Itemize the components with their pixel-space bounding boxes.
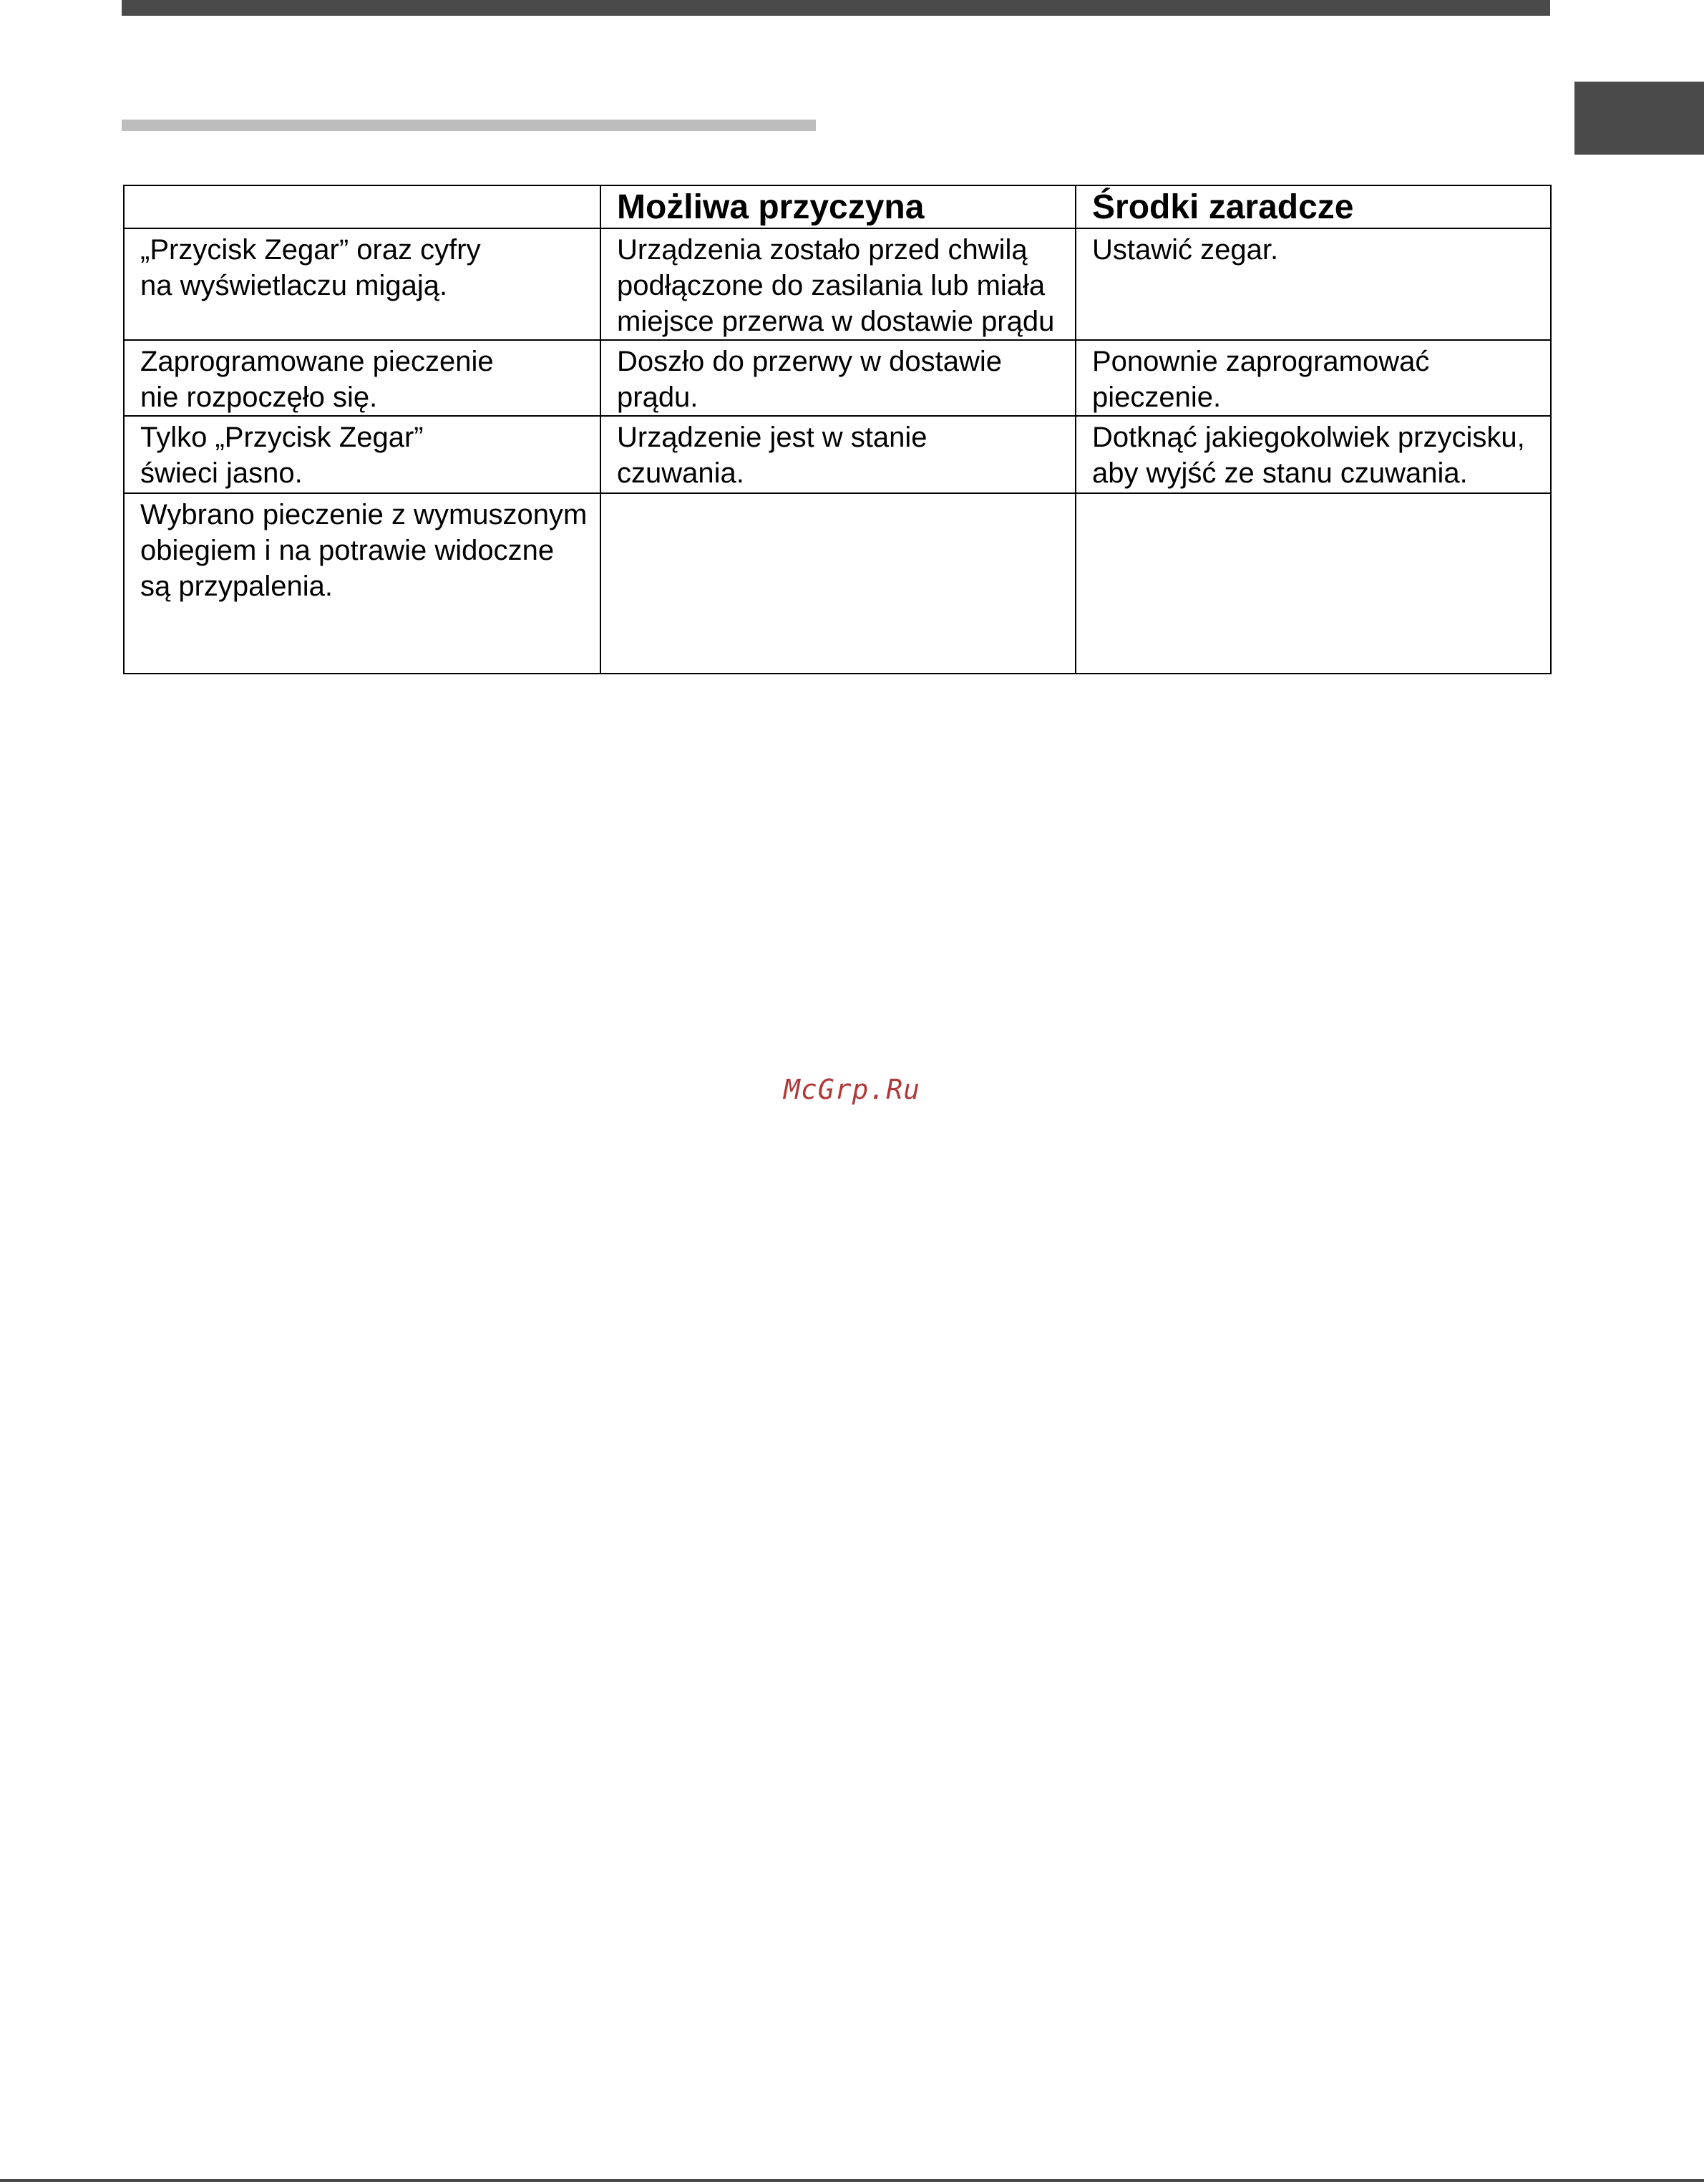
header-cell-problem — [124, 185, 600, 228]
cell-line: podłączone do zasilania lub miała — [617, 270, 1046, 301]
cell-line: Urządzenia zostało przed chwilą — [617, 234, 1028, 266]
section-tab-marker — [1574, 82, 1704, 155]
table-header-row — [124, 185, 1551, 228]
problem-cell — [124, 493, 600, 674]
cell-line: pieczenie. — [1092, 382, 1222, 413]
cell-line: Ponownie zaprogramować — [1092, 346, 1430, 377]
cell-line: nie rozpoczęło się. — [140, 382, 378, 413]
cell-line: „Przycisk Zegar” oraz cyfry — [140, 234, 481, 266]
table-row — [124, 340, 1551, 416]
table-row — [124, 493, 1551, 674]
top-header-bar — [122, 0, 1550, 16]
cell-line: obiegiem i na potrawie widoczne — [140, 535, 555, 566]
remedy-cell — [1076, 340, 1551, 416]
problem-cell — [124, 340, 600, 416]
cell-line: Wybrano pieczenie z wymuszonym — [140, 499, 588, 530]
remedy-cell — [1076, 228, 1551, 340]
cause-cell — [600, 416, 1076, 493]
remedy-cell — [1076, 493, 1551, 674]
header-cell-remedy: Środki zaradcze — [1076, 185, 1551, 228]
cell-line: czuwania. — [617, 457, 744, 489]
cell-line: prądu. — [617, 382, 698, 413]
cell-line: miejsce przerwa w dostawie prądu — [617, 306, 1055, 337]
troubleshooting-table — [123, 185, 1552, 674]
problem-cell — [124, 416, 600, 493]
cell-line: Ustawić zegar. — [1092, 234, 1279, 266]
cell-line: Doszło do przerwy w dostawie — [617, 346, 1002, 377]
header-cell-cause: Możliwa przyczyna — [600, 185, 1076, 228]
problem-cell — [124, 228, 600, 340]
cell-line: świeci jasno. — [140, 457, 303, 489]
cell-line: są przypalenia. — [140, 571, 334, 602]
cell-line: aby wyjść ze stanu czuwania. — [1092, 457, 1468, 489]
cell-line: Dotknąć jakiegokolwiek przycisku, — [1092, 422, 1525, 453]
cell-line: Tylko „Przycisk Zegar” — [140, 422, 424, 453]
bottom-page-rule — [0, 2179, 1704, 2182]
cause-cell — [600, 493, 1076, 674]
cause-cell — [600, 228, 1076, 340]
cell-line: Urządzenie jest w stanie — [617, 422, 928, 453]
remedy-cell — [1076, 416, 1551, 493]
cell-line: Zaprogramowane pieczenie — [140, 346, 494, 377]
watermark-text: McGrp.Ru — [783, 1074, 921, 1105]
cause-cell — [600, 340, 1076, 416]
section-title-rule — [122, 120, 816, 131]
table-row — [124, 228, 1551, 340]
cell-line: na wyświetlaczu migają. — [140, 270, 448, 301]
table-row — [124, 416, 1551, 493]
